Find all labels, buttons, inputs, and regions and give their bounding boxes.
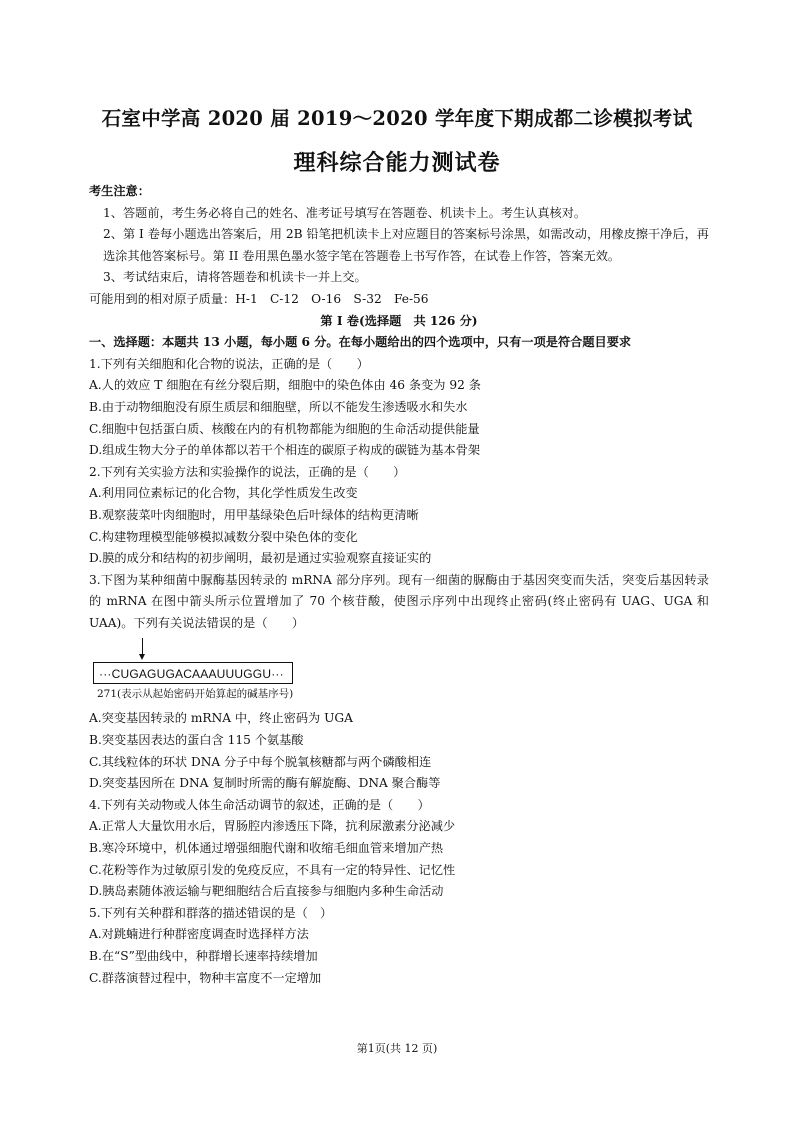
option-b: B.观察菠菜叶肉细胞时，用甲基绿染色后叶绿体的结构更清晰 (89, 507, 419, 522)
page-number: 第1页(共 12 页) (356, 1042, 438, 1055)
option-a: A.利用同位素标记的化合物，其化学性质发生改变 (89, 486, 358, 501)
option-b: B.突变基因表达的蛋白含 115 个氨基酸 (89, 733, 304, 748)
option-c: C.花粉等作为过敏原引发的免疫反应，不具有一定的特异性、记忆性 (89, 862, 456, 877)
question-stem: 1.下列有关细胞和化合物的说法，正确的是（ ） (89, 356, 369, 371)
option-c: C.构建物理模型能够模拟减数分裂中染色体的变化 (89, 529, 358, 544)
option-b: B.由于动物细胞没有原生质层和细胞壁，所以不能发生渗透吸水和失水 (89, 399, 468, 414)
notice-heading: 考生注意： (89, 184, 150, 198)
question-2 (89, 462, 709, 570)
arrow-down-icon (139, 654, 145, 660)
notice-item-1: 1、答题前，考生务必将自己的姓名、准考证号填写在答题卷、机读卡上。考生认真核对。 (103, 205, 587, 220)
option-a: A.突变基因转录的 mRNA 中，终止密码为 UGA (89, 711, 353, 726)
exam-subtitle: 理科综合能力测试卷 (293, 150, 501, 176)
exam-content (89, 181, 709, 989)
exam-title: 石室中学高 2020 届 2019～2020 学年度下期成都二诊模拟考试 (101, 107, 693, 130)
option-d: D.膜的成分和结构的初步阐明，最初是通过实验观察直接证实的 (89, 551, 432, 566)
question-stem: 4.下列有关动物或人体生命活动调节的叙述，正确的是（ ） (89, 797, 430, 812)
option-a: A.人的效应 T 细胞在有丝分裂后期，细胞中的染色体由 46 条变为 92 条 (89, 378, 481, 393)
section-heading: 一、选择题：本题共 13 小题，每小题 6 分。在每小题给出的四个选项中，只有一项是符合题目要求 (89, 335, 632, 350)
mrna-figure (89, 634, 709, 708)
atomic-masses: 可能用到的相对原子质量：H-1 C-12 O-16 S-32 Fe-56 (89, 291, 429, 306)
option-c: C.细胞中包括蛋白质、核酸在内的有机物都能为细胞的生命活动提供能量 (89, 421, 480, 436)
question-1 (89, 354, 709, 462)
figure-caption: 271(表示从起始密码开始算起的碱基序号) (97, 688, 294, 701)
question-stem: 5.下列有关种群和群落的描述错误的是（ ） (89, 905, 333, 920)
question-4 (89, 795, 709, 903)
question-3 (89, 570, 709, 795)
notice-item-2: 2、第 I 卷每小题选出答案后，用 2B 铅笔把机读卡上对应题目的答案标号涂黑，如需改动，用橡皮擦干净后，再选涂其他答案标号。第 II 卷用黑色墨水签字笔在答题卷上书写作答，在试卷上作答，答案无效。 (103, 227, 709, 263)
part1-heading: 第 I 卷(选择题 共 126 分) (320, 313, 478, 328)
option-d: D.胰岛素随体液运输与靶细胞结合后直接参与细胞内多种生命活动 (89, 884, 444, 899)
mrna-sequence-box: ···CUGAGUGACAAAUUUGGU··· (93, 662, 293, 684)
question-stem: 2.下列有关实验方法和实验操作的说法，正确的是（ ） (89, 464, 406, 479)
option-c: C.其线粒体的环状 DNA 分子中每个脱氧核糖都与两个磷酸相连 (89, 754, 432, 769)
option-d: D.组成生物大分子的单体都以若干个相连的碳原子构成的碳链为基本骨架 (89, 443, 481, 458)
question-5 (89, 903, 709, 989)
notice-item-3: 3、考试结束后，请将答题卷和机读卡一并上交。 (103, 270, 367, 285)
question-stem: 3.下图为某种细菌中脲酶基因转录的 mRNA 部分序列。现有一细菌的脲酶由于基因突变而失活，突变后基因转录的 mRNA 在图中箭头所示位置增加了 70 个核苷酸，使图示序列中出现终止密码(终止密码有 UAG、UGA 和 UAA)。下列有关说法错误的是（ ） (89, 572, 709, 630)
option-a: A.对跳蝻进行种群密度调查时选择样方法 (89, 927, 309, 942)
option-b: B.在“S”型曲线中，种群增长速率持续增加 (89, 949, 318, 963)
option-a: A.正常人大量饮用水后，胃肠腔内渗透压下降，抗利尿激素分泌减少 (89, 819, 456, 834)
option-c: C.群落演替过程中，物种丰富度不一定增加 (89, 970, 322, 985)
option-b: B.寒冷环境中，机体通过增强细胞代谢和收缩毛细血管来增加产热 (89, 841, 444, 856)
option-d: D.突变基因所在 DNA 复制时所需的酶有解旋酶、DNA 聚合酶等 (89, 776, 441, 791)
